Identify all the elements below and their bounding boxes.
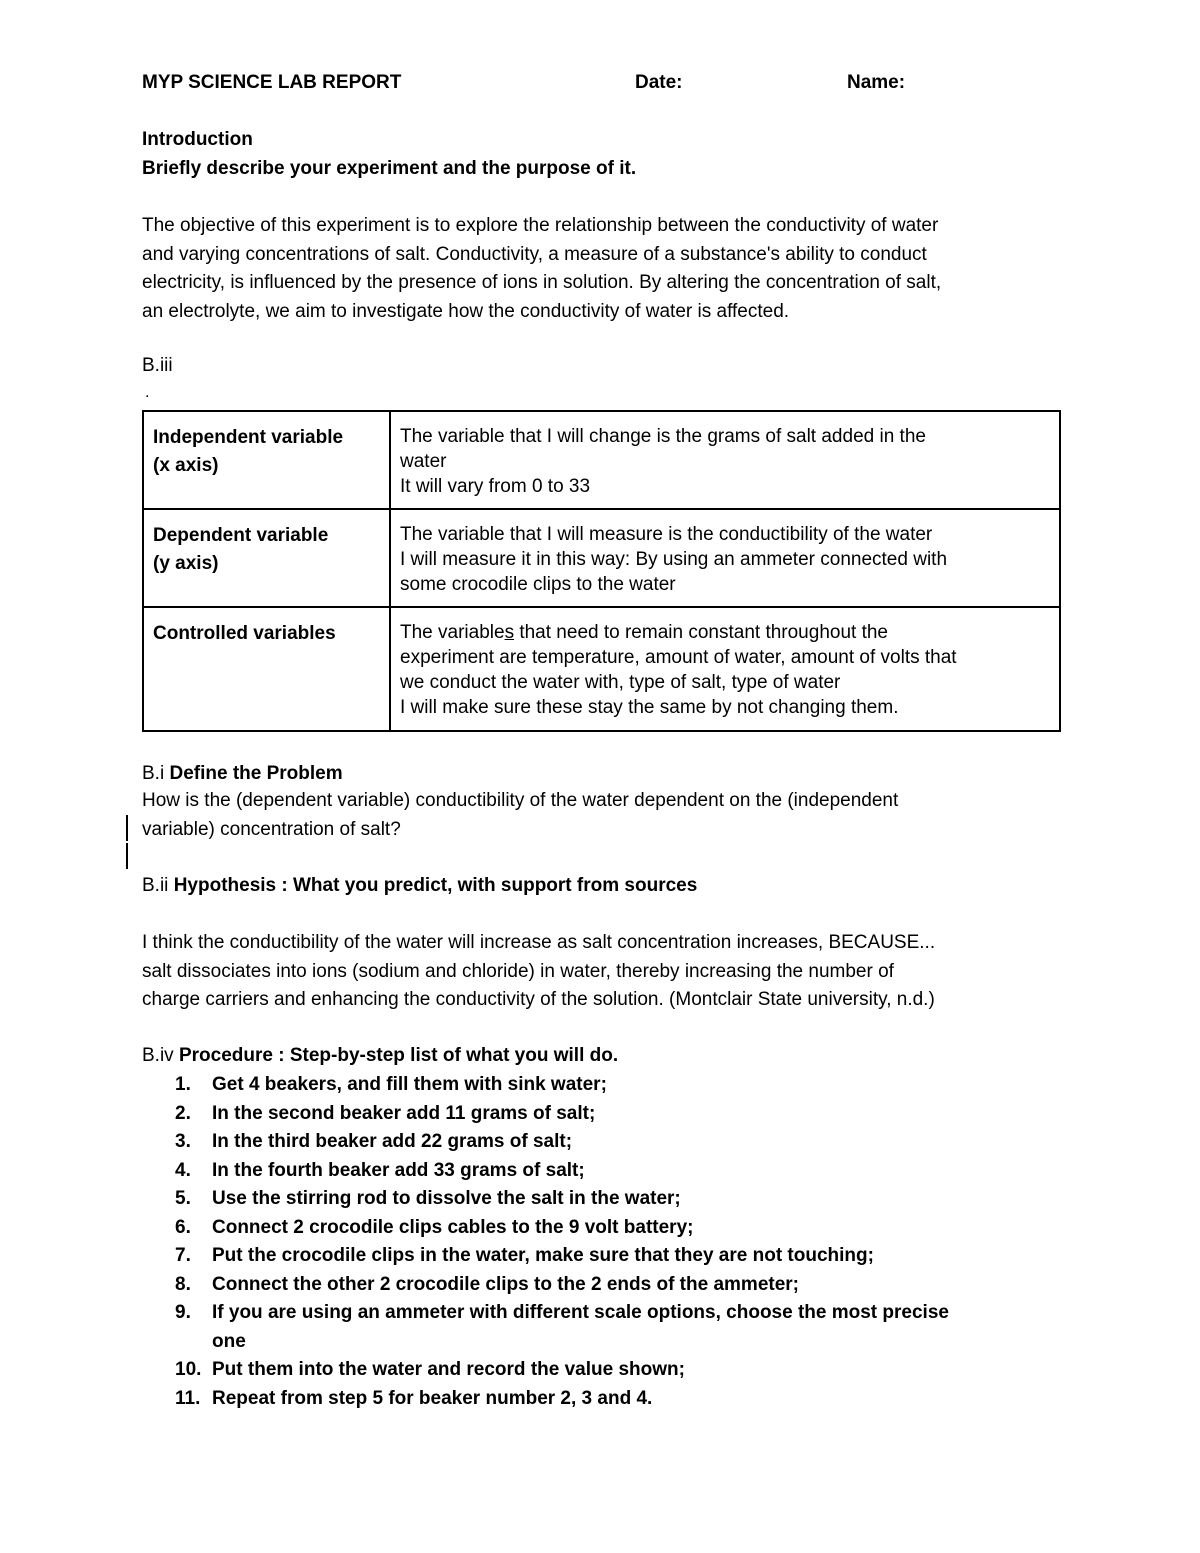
step-text: Use the stirring rod to dissolve the salt in the water; [212,1188,681,1209]
independent-desc-line: It will vary from 0 to 33 [400,476,591,497]
bi-heading [142,760,343,789]
step-text: In the second beaker add 11 grams of salt; [212,1102,596,1124]
biii-dot: . [145,384,150,401]
step-text: Put them into the water and record the value shown; [212,1359,685,1380]
step-number: 7. [175,1245,191,1266]
step-text: Connect the other 2 crocodile clips to the 2 ends of the ammeter; [212,1273,799,1295]
step-number: 8. [175,1273,191,1295]
step-text: Get 4 beakers, and fill them with sink water; [212,1074,607,1095]
procedure-steps [142,1071,949,1413]
step-number: 6. [175,1216,191,1238]
biv-title: Procedure : Step-by-step list of what you will do. [178,1045,619,1066]
step-number: 2. [175,1102,191,1124]
dependent-desc-line: I will measure it in this way: By using an ammeter connected with [400,549,948,570]
step-text: Repeat from step 5 for beaker number 2, 3 and 4. [212,1387,653,1409]
independent-desc-line: The variable that I will change is the grams of salt added in the [400,426,926,447]
bii-code: B.ii [142,875,169,896]
procedure-step [142,1242,949,1271]
report-title: MYP SCIENCE LAB REPORT [142,72,402,93]
procedure-step [142,1214,949,1243]
step-text-continued: one [212,1330,246,1352]
step-number: 9. [175,1302,191,1323]
dependent-label-line: Dependent variable [153,525,329,546]
procedure-step [142,1356,949,1385]
procedure-step [142,1271,949,1300]
independent-variable-label [143,411,390,509]
step-number: 11. [175,1387,201,1409]
dependent-variable-description [390,509,1060,607]
procedure-step [142,1128,949,1157]
bii-body [142,929,935,1015]
controlled-desc-line: experiment are temperature, amount of water, amount of volts that [400,647,957,668]
text-cursor [126,843,128,869]
dependent-label-line: (y axis) [153,553,219,574]
introduction-line: and varying concentrations of salt. Conductivity, a measure of a substance's ability to conduct [142,243,927,265]
bii-line: charge carriers and enhancing the conductivity of the solution. (Montclair State university, n.d.) [142,989,935,1010]
dependent-desc-line: some crocodile clips to the water [400,574,676,595]
procedure-step [142,1185,949,1214]
biv-code: B.iv [142,1045,174,1066]
dependent-variable-label [143,509,390,607]
procedure-step [142,1100,949,1129]
step-text: In the fourth beaker add 33 grams of salt; [212,1159,585,1181]
bii-title: Hypothesis : What you predict, with support from sources [173,875,698,896]
bii-line: salt dissociates into ions (sodium and chloride) in water, thereby increasing the number of [142,960,894,982]
introduction-prompt: Briefly describe your experiment and the purpose of it. [142,158,637,179]
date-label: Date: [635,72,683,93]
step-text: Connect 2 crocodile clips cables to the 9 volt battery; [212,1216,694,1238]
biv-heading [142,1042,618,1071]
controlled-desc-line: I will make sure these stay the same by not changing them. [400,697,899,718]
procedure-step [142,1385,949,1414]
bi-line: How is the (dependent variable) conductibility of the water dependent on the (independent [142,790,899,811]
controlled-desc-line [400,620,1050,645]
table-row-dependent [143,509,1060,607]
introduction-body [142,212,941,326]
variables-table [142,410,1061,732]
text-cursor [126,815,128,841]
introduction-line: The objective of this experiment is to explore the relationship between the conductivity of water [142,215,939,236]
step-text: If you are using an ammeter with different scale options, choose the most precise [212,1302,949,1323]
bii-line: I think the conductibility of the water will increase as salt concentration increases, BECAUSE... [142,932,936,953]
step-text: In the third beaker add 22 grams of salt; [212,1131,573,1152]
step-number: 3. [175,1131,191,1152]
independent-desc-line: water [400,451,447,472]
bi-title: Define the Problem [169,763,343,784]
introduction-line: electricity, is influenced by the presence of ions in solution. By altering the concentration of salt, [142,272,942,293]
independent-variable-description [390,411,1060,509]
bi-body [142,787,898,844]
dependent-desc-line: The variable that I will measure is the conductibility of the water [400,524,933,545]
bii-heading [142,872,697,901]
table-row-controlled [143,607,1060,731]
biii-label: B.iii [142,355,173,376]
step-number: 4. [175,1159,191,1181]
independent-label-line: Independent variable [153,427,344,448]
controlled-desc-underlined: s [504,622,515,643]
introduction-line: an electrolyte, we aim to investigate how the conductivity of water is affected. [142,300,790,322]
introduction-heading: Introduction [142,129,253,150]
bi-code: B.i [142,763,165,784]
controlled-variables-label: Controlled variables [143,607,390,731]
controlled-variables-description [390,607,1060,731]
table-row-independent [143,411,1060,509]
procedure-step [142,1299,949,1356]
step-number: 5. [175,1188,191,1209]
step-text: Put the crocodile clips in the water, make sure that they are not touching; [212,1245,874,1266]
bi-line: variable) concentration of salt? [142,818,401,840]
controlled-desc-line: we conduct the water with, type of salt, type of water [400,672,841,693]
controlled-desc-part: that need to remain constant throughout the [514,622,888,643]
step-number: 1. [175,1074,191,1095]
name-label: Name: [847,72,906,93]
procedure-step [142,1071,949,1100]
independent-label-line: (x axis) [153,455,219,476]
controlled-desc-part: The variable [400,622,505,643]
procedure-step [142,1157,949,1186]
step-number: 10. [175,1359,202,1380]
